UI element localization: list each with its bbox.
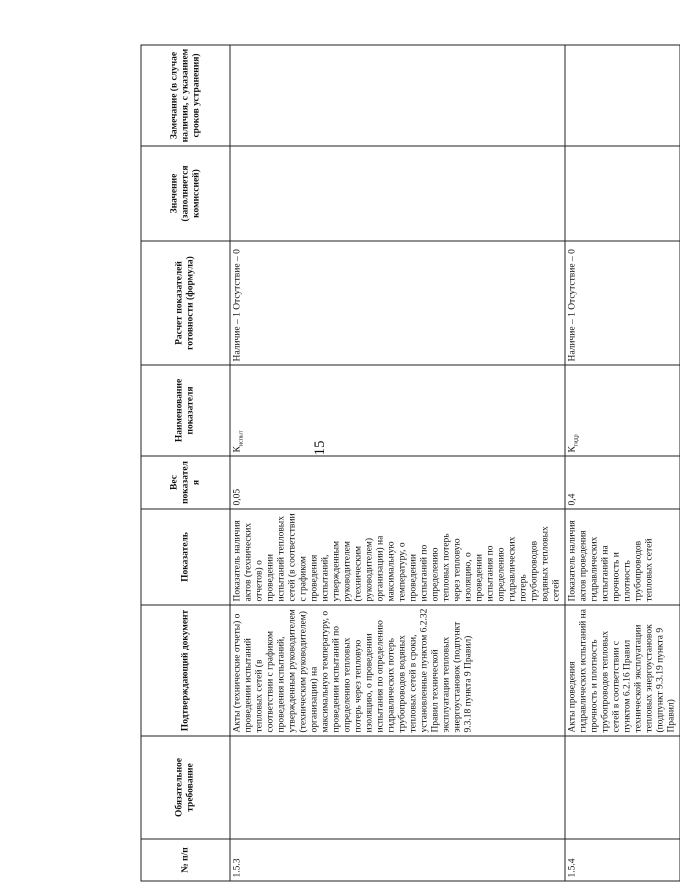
readiness-table [140,44,680,881]
page-number: 15 [312,440,328,456]
header-remark: Замечание (в случае наличия, с указанием сроков устранения) [141,45,230,146]
cell-document: Акты (технические отчеты) о проведении испытаний тепловых сетей (в соответствии с графиком проведения испытаний, утвержденным руководителем (техническим руководителем) организации) на максимальную температуру, о проведении испытаний по определению тепловых потерь через тепловую изоляцию, о проведении испытания по определению гидравлических потерь трубопроводов водяных тепловых сетей в сроки, установленные пунктом 6.2.32 Правил технической эксплуатации тепловых энергоустановок (подпункт 9.3.18 пункта 9 Правил) [230,605,565,736]
cell-num: 1.5.3 [230,839,565,881]
header-name: Наименование показателя [141,365,230,456]
cell-name [230,365,565,456]
name-main: К [567,445,577,452]
header-weight: Вес показателя [141,456,230,509]
table-row [565,45,680,881]
name-subscript: гидр [572,433,579,446]
cell-indicator: Показатель наличия актов (технических отчетов) о проведении испытаний тепловых сетей (в соответствии с графиком проведения испытаний, утвержденным руководителем (техническим руководителем) организации) на максимальную температуру, о проведении испытаний по определению тепловых потерь через тепловую изоляцию, о проведении испытания по определению гидравлических потерь трубопроводов водяных тепловых сетей [230,509,565,605]
cell-weight: 0,05 [230,456,565,509]
header-calc: Расчет показателей готовности (формула) [141,241,230,365]
cell-indicator: Показатель наличия актов проведения гидравлических испытаний на прочность и плотность трубопроводов тепловых сетей [565,509,680,605]
cell-requirement [230,736,565,839]
cell-calc: Наличие – 1 Отсутствие – 0 [230,241,565,365]
cell-weight: 0,4 [565,456,680,509]
name-subscript: испыт [237,429,244,446]
header-requirement: Обязательное требование [141,736,230,839]
cell-remark [565,45,680,146]
cell-value [565,146,680,241]
cell-document: Акты проведения гидравлических испытаний на прочность и плотность трубопроводов тепловых сетей в соответствии с пунктом 6.2.16 Правил технической эксплуатации тепловых энергоустановок (подпункт 9.3.19 пункта 9 Правил) [565,605,680,736]
cell-num: 1.5.4 [565,839,680,881]
header-indicator: Показатель [141,509,230,605]
rotated-table-frame [140,45,676,881]
table-header-row [141,45,230,881]
cell-value [230,146,565,241]
header-num: № п/п [141,839,230,881]
name-main: К [232,445,242,452]
cell-requirement [565,736,680,839]
header-document: Подтверждающий документ [141,605,230,736]
cell-calc: Наличие – 1 Отсутствие – 0 [565,241,680,365]
header-value: Значение (заполняется комиссией) [141,146,230,241]
table-row [230,45,565,881]
cell-remark [230,45,565,146]
cell-name [565,365,680,456]
